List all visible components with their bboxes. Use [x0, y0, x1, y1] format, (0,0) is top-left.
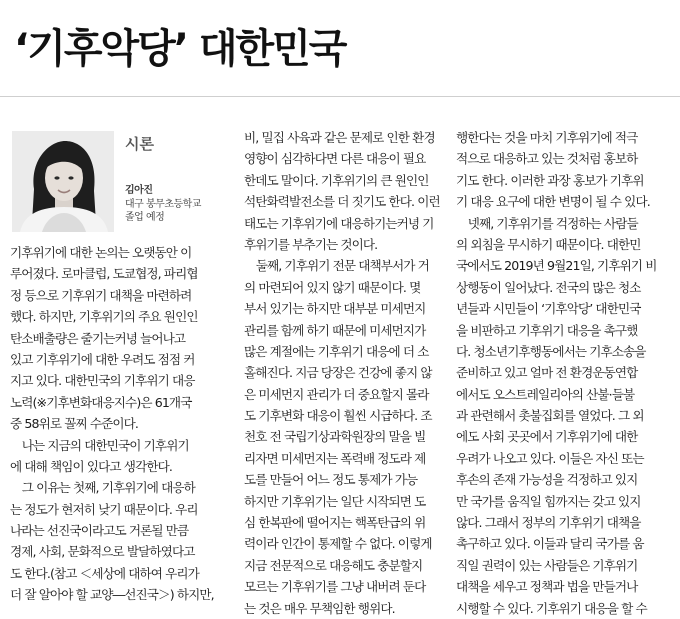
article-column-3 [456, 127, 676, 619]
article-line: 과 관련해서 촛불집회를 열었다. 그 외 [456, 408, 644, 424]
article-line: 대책을 세우고 정책과 법을 만들거나 [456, 579, 638, 595]
article-line: 에 대해 책임이 있다고 생각한다. [10, 458, 172, 474]
article-line: 경제, 사회, 문화적으로 발달하였다고 [10, 544, 195, 560]
article-line: 적으로 대응하고 있는 것처럼 홍보하 [456, 151, 638, 167]
article-line: 만 국가를 움직일 힘까지는 갖고 있지 [456, 493, 641, 509]
article-line: 태도는 기후위기에 대응하기는커녕 기 [244, 215, 434, 231]
article-line: 천호 전 국립기상과학원장의 말을 빌 [244, 429, 426, 445]
article-line: 은 미세먼지 관리가 더 중요할지 몰라 [244, 386, 429, 402]
article-line: 않다. 그래서 정부의 기후위기 대책을 [456, 515, 641, 531]
headline: ‘기후악당’ 대한민국 [14, 26, 346, 72]
article-line: 기후위기에 대한 논의는 오랫동안 이 [10, 245, 192, 260]
article-line: 의 외침을 무시하기 때문이다. 대한민 [456, 236, 641, 252]
author-photo [12, 131, 114, 232]
article-line: 심 한복판에 떨어지는 핵폭탄급의 위 [244, 515, 426, 531]
article-line: 나는 지금의 대한민국이 기후위기 [10, 437, 189, 453]
author-affiliation-note: 졸업 예정 [125, 212, 165, 223]
article-line: 국에서도 2019년 9월21일, 기후위기 비 [456, 258, 657, 274]
article-line: 노력(※기후변화대응지수)은 61개국 [10, 394, 192, 410]
author-byline [125, 184, 235, 225]
article-line: 나라는 선진국이라고도 거론될 만큼 [10, 523, 189, 539]
article-line: 하지만 기후위기는 일단 시작되면 도 [244, 493, 426, 509]
article-line: 지고 있다. 대한민국의 기후위기 대응 [10, 373, 195, 389]
article-line: 비, 밀집 사육과 같은 문제로 인한 환경 [244, 130, 435, 145]
article-column-1 [10, 242, 232, 606]
article-line: 중 58위로 꼴찌 수준이다. [10, 416, 139, 432]
article-line: 홀해진다. 지금 당장은 건강에 좋지 않 [244, 365, 432, 381]
article-line: 시행할 수 있다. 기후위기 대응을 할 수 [456, 600, 647, 616]
headline-divider [0, 96, 680, 97]
article-line: 많은 계절에는 기후위기 대응에 더 소 [244, 343, 429, 359]
article-line: 한데도 말이다. 기후위기의 큰 원인인 [244, 172, 429, 188]
article-line: 직일 권력이 있는 사람들은 기후위기 [456, 557, 638, 573]
article-line: 관리를 함께 하기 때문에 미세먼지가 [244, 322, 426, 338]
article-line: 준비하고 있고 얼마 전 환경운동연합 [456, 365, 638, 381]
article-line: 지금 전문적으로 대응해도 충분할지 [244, 557, 423, 573]
article-line: 년들과 시민들이 ‘기후악당’ 대한민국 [456, 301, 641, 317]
article-line: 후손의 존재 가능성을 걱정하고 있지 [456, 472, 638, 488]
article-line: 기도 한다. 이러한 과장 홍보가 기후위 [456, 172, 644, 188]
article-line: 기 대응 요구에 대한 변명이 될 수 있다. [456, 194, 650, 210]
article-line: 했다. 하지만, 기후위기의 주요 원인인 [10, 309, 198, 325]
article-line: 부서 있기는 하지만 대부분 미세먼지 [244, 301, 426, 317]
article-line: 는 정도가 현저히 낮기 때문이다. 우리 [10, 501, 198, 517]
article-line: 을 비판하고 기후위기 대응을 촉구했 [456, 322, 638, 338]
article-line: 는 것은 매우 무책임한 행위다. [244, 600, 395, 616]
article-line: 그 이유는 첫째, 기후위기에 대응하 [10, 480, 195, 496]
article-line: 행한다는 것을 마치 기후위기에 적극 [456, 130, 638, 145]
article-line: 에도 사회 곳곳에서 기후위기에 대한 [456, 429, 638, 445]
article-line: 우려가 나오고 있다. 이들은 자신 또는 [456, 450, 644, 466]
article-line: 의 마련되어 있지 않기 때문이다. 몇 [244, 279, 421, 295]
article-line: 넷째, 기후위기를 걱정하는 사람들 [456, 215, 638, 231]
article-line: 력이라 인간이 통제할 수 없다. 이렇게 [244, 536, 432, 552]
article-line: 리자면 미세먼지는 폭력배 정도라 제 [244, 450, 426, 466]
article-line: 도 기후변화 대응이 훨씬 시급하다. 조 [244, 408, 432, 424]
article-line: 둘째, 기후위기 전문 대책부서가 거 [244, 258, 429, 274]
article-line: 석탄화력발전소를 더 짓기도 한다. 이런 [244, 194, 440, 210]
article-line: 더 잘 알아야 할 교양―선진국＞) 하지만, [10, 587, 214, 603]
author-affiliation: 대구 봉무초등학교 [125, 198, 201, 210]
article-line: 영향이 심각하다면 다른 대응이 필요 [244, 151, 426, 167]
article-line: 에서도 오스트레일리아의 산불·들불 [456, 386, 635, 402]
article-line: 있고 기후위기에 대한 우려도 점점 커 [10, 351, 195, 367]
author-name: 김아진 [125, 185, 153, 196]
article-line: 루어졌다. 로마클럽, 도쿄협정, 파리협 [10, 266, 198, 282]
section-label: 시론 [125, 135, 154, 153]
article-line: 탄소배출량은 줄기는커녕 늘어나고 [10, 330, 186, 346]
article-line: 도 한다.(참고 ＜세상에 대하여 우리가 [10, 565, 199, 581]
article-line: 정 등으로 기후위기 대책을 마련하려 [10, 287, 192, 303]
article-line: 모르는 기후위기를 그냥 내버려 둔다 [244, 579, 426, 595]
article-line: 후위기를 부추기는 것이다. [244, 236, 378, 252]
article-line: 다. 청소년기후행동에서는 기후소송을 [456, 343, 646, 359]
article-line: 촉구하고 있다. 이들과 달리 국가를 움 [456, 536, 644, 552]
article-column-2 [244, 127, 446, 619]
article-line: 상행동이 일어났다. 전국의 많은 청소 [456, 279, 641, 295]
article-line: 도를 만들어 어느 정도 통제가 가능 [244, 472, 418, 488]
